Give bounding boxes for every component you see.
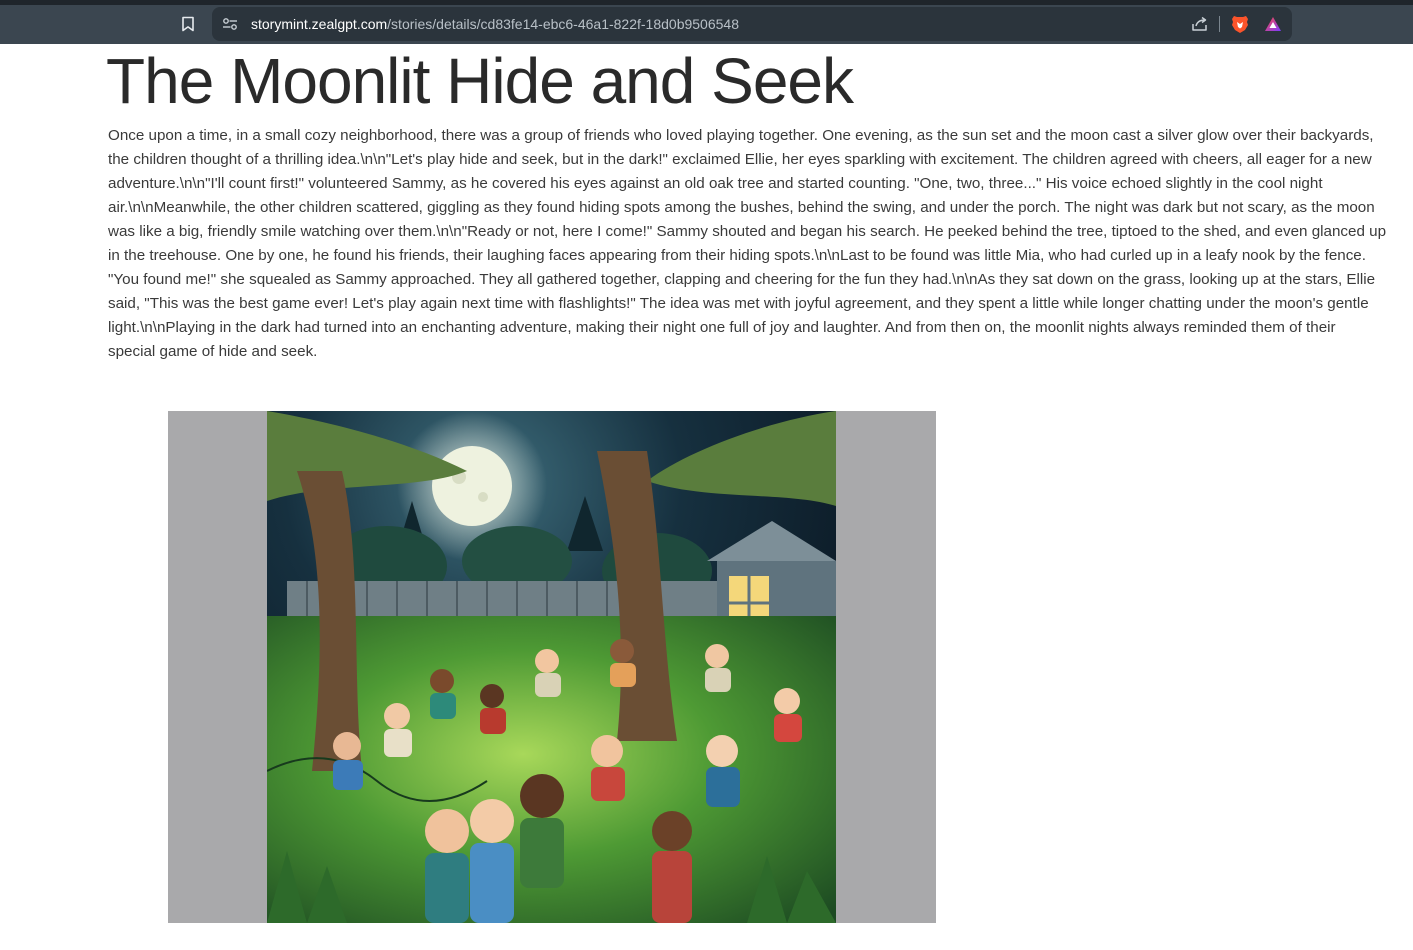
site-settings-icon[interactable] (220, 15, 240, 33)
moonlit-backyard-picture (267, 411, 836, 923)
brave-lion-icon[interactable] (1229, 13, 1251, 35)
share-icon[interactable] (1189, 15, 1211, 33)
bookmark-icon[interactable] (176, 13, 200, 35)
rewards-triangle-icon[interactable] (1262, 13, 1284, 35)
browser-toolbar (0, 5, 1413, 44)
story-illustration (168, 411, 936, 923)
story-body: Once upon a time, in a small cozy neighborhood, there was a group of friends who loved playing together. One evening, as the sun set and the moon cast a silver glow over their backyards, the children thought of a thrilling idea.\n\n"Let's play hide and seek, but in the dark!" exclaimed Ellie, her eyes sparkling with excitement. The children agreed with cheers, all eager for a new adventure.\n\n"I'll count first!" volunteered Sammy, as he covered his eyes against an old oak tree and started counting. "One, two, three..." His voice echoed slightly in the cool night air.\n\nMeanwhile, the other children scattered, giggling as they found hiding spots among the bushes, behind the swing, and under the porch. The night was dark but not scary, as the moon was like a big, friendly smile watching over them.\n\n"Ready or not, here I come!" Sammy shouted and began his search. He peeked behind the tree, tiptoed to the shed, and even glanced up in the treehouse. One by one, he found his friends, their laughing faces appearing from their hiding spots.\n\nLast to be found was little Mia, who had curled up in a leafy nook by the fence. "You found me!" she squealed as Sammy approached. They all gathered together, clapping and cheering for the fun they had.\n\nAs they sat down on the grass, looking up at the stars, Ellie said, "This was the best game ever! Let's play again next time with flashlights!" The idea was met with joyful agreement, and they spent a little while longer chatting under the moon's gentle light.\n\nPlaying in the dark had turned into an enchanting adventure, making their night one full of joy and laughter. And from then on, the moonlit nights always reminded them of their special game of hide and seek. (108, 127, 1387, 360)
address-bar-separator (1219, 16, 1220, 32)
address-bar[interactable] (212, 7, 1292, 41)
url-host: storymint.zealgpt.com (251, 16, 388, 32)
story-title: The Moonlit Hide and Seek (106, 45, 853, 117)
url-text[interactable] (251, 15, 739, 33)
url-path: /stories/details/cd83fe14-ebc6-46a1-822f-18d0b9506548 (387, 16, 739, 32)
